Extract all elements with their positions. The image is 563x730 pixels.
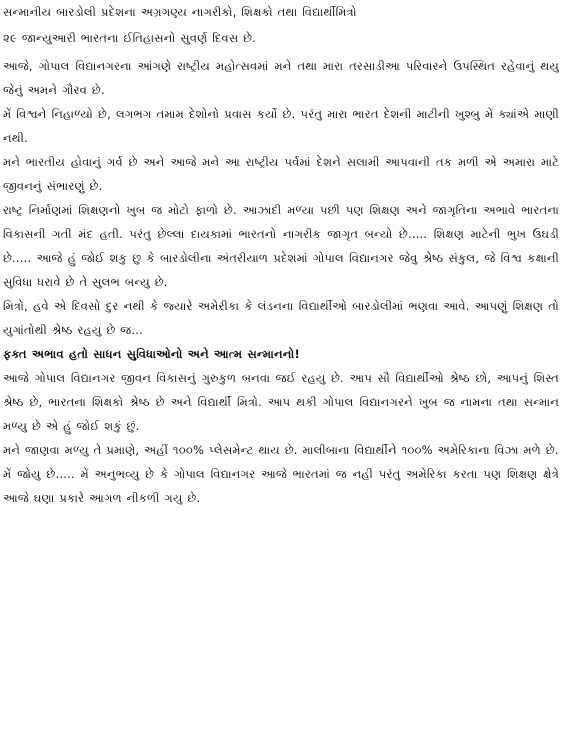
placement-paragraph: મને જાણવા મળ્યુ તે પ્રમાણે, અહીં ૧૦૦% પ્લેસમેન્ટ થાય છે. માલીબાના વિદ્યાર્થીને ૧૦૦% અમેરિકાના વિઝા મળે છે. [3,443,559,457]
honor-paragraph: આજે, ગોપાલ વિદ્યાનગરના આંગણે રાષ્ટ્રીય મહોત્સવમાં મને તથા મારા તરસાડીઆ પરિવારને ઉપસ્થિત રહેવાનું થયુ જેનું અમને ગૌરવ છે. [3,59,559,97]
republic-day-paragraph: ૨૯ જાન્યુઆરી ભારતના ઈતિહાસનો સુવર્ણ દિવસ છે. [3,31,257,45]
friends-paragraph: મિત્રો, હવે એ દિવસો દુર નથી કે જ્યારે અમેરીકા કે લંડનના વિદ્યાર્થીઓ બારડોલીમાં ભણવા આવે. આપણું શિક્ષણ તો યુગાંતોથી શ્રેષ્ઠ રહયુ છે જ... [3,299,559,337]
world-travel-paragraph: મેં વિશ્વને નિહાળ્યો છે, લગભગ તમામ દેશોનો પ્રવાસ કર્યો છે. પરંતુ મારા ભારત દેશની માટીની ખુશ્બુ મેં ક્યાંએ માણી નથી. [3,107,559,145]
salutation-paragraph: સન્માનીય બારડોલી પ્રદેશના અગ્રગણ્ય નાગરીકો, શિક્ષકો તથા વિદ્યાર્થીમિત્રો [3,5,357,19]
education-nation-paragraph: રાષ્ટ્ર નિર્માણમાં શિક્ષણનો ખુબ જ મોટો ફાળો છે. આઝાદી મળ્યા પછી પણ શિક્ષણ અને જાગૃતિના અભાવે ભારતના વિકાસની ગતી મંદ હતી. પરંતુ છેલ્લા દાયકામાં ભારતનો નાગરીક જાગૃત બન્યો છે..... શિક્ષણ માટેની ભુખ ઉઘડી છે..... આજે હું જોઈ શકુ છુ કે બારડોલીના અંતરીયાળ પ્રદેશમાં ગોપાલ વિદ્યાનગર જેવુ શ્રેષ્ઠ સંકુલ, જે વિશ્વ કક્ષાની સુવિધા ધરાવે છે તે સુલભ બન્યુ છે. [3,203,559,289]
pride-paragraph: મને ભારતીય હોવાનું ગર્વ છે અને આજે મને આ રાષ્ટ્રીય પર્વમાં દેશને સલામી આપવાની તક મળી એ અમારા માટે જીવનનું સંભારણું છે. [3,155,559,193]
gurukul-paragraph: આજે ગોપાલ વિદ્યાનગર જીવન વિકાસનું ગુરુકુળ બનવા જઈ રહયુ છે. આપ સૌ વિદ્યાર્થીઓ શ્રેષ્ઠ છો, આપનું શિસ્ત શ્રેષ્ઠ છે, ભારતના શિક્ષકો શ્રેષ્ઠ છે અને વિદ્યાર્થી મિત્રો. આપ થકી ગોપાલ વિદ્યાનગરને ખુબ જ નામના તથા સન્માન મળ્યુ છે એ હું જોઈ શકું છું. [3,371,559,433]
lack-of-resources-paragraph: ફક્ત અભાવ હતો સાધન સુવિધાઓનો અને આત્મ સન્માનનો! [3,347,300,361]
closing-paragraph: મેં જોયુ છે..... મેં અનુભવ્યુ છે કે ગોપાલ વિદ્યાનગર આજે ભારતમાં જ નહી પરંતુ અમેરિકા કરતા પણ શિક્ષણ ક્ષેત્રે આજે ઘણા પ્રકારે આગળ નીકળી ગયુ છે. [3,467,559,505]
